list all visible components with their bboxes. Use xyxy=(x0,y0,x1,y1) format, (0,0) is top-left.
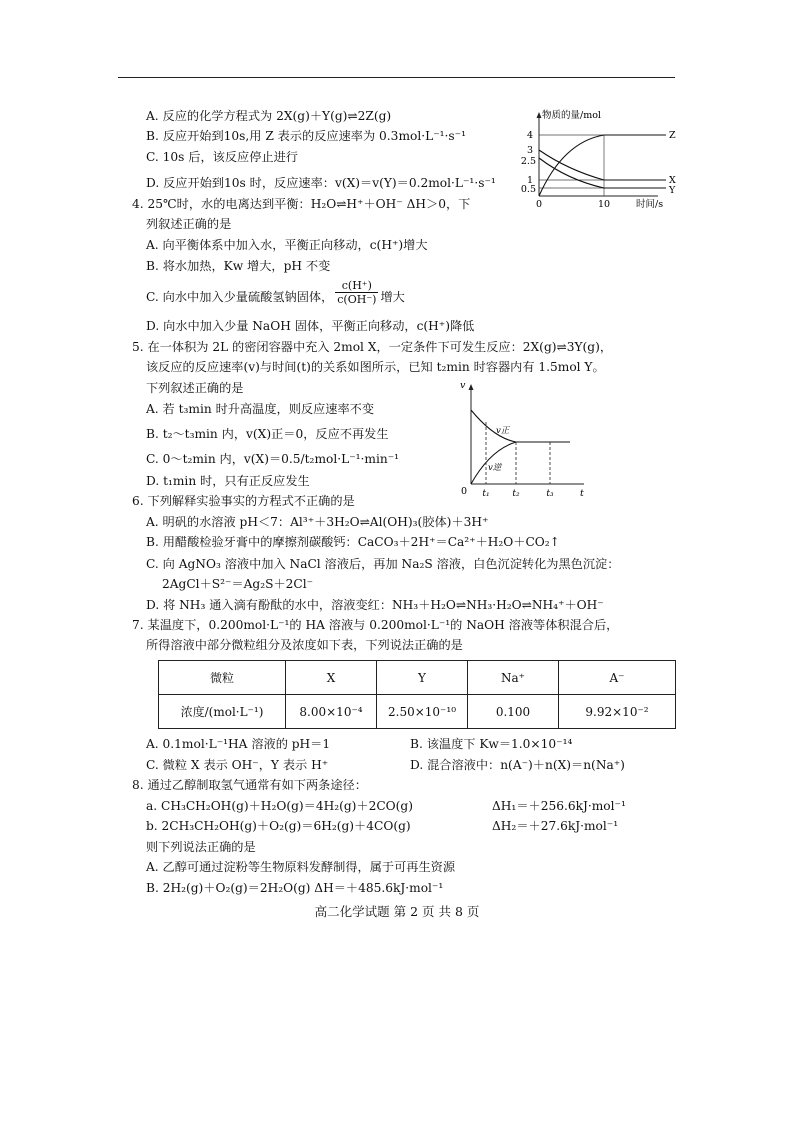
q4-stem-line2: 列叙述正确的是 xyxy=(146,217,232,231)
chart2-y-arrow xyxy=(469,384,474,390)
page-footer: 高二化学试题 第 2 页 共 8 页 xyxy=(314,904,480,919)
q3-option-a: A. 反应的化学方程式为 2X(g)＋Y(g)⇌2Z(g) xyxy=(146,109,392,123)
table-cell: 8.00×10⁻⁴ xyxy=(286,695,377,729)
table-header-cell: Y xyxy=(377,661,468,695)
chart2-xlabel: t xyxy=(580,488,584,499)
chart2-xtick-t2: t₂ xyxy=(512,489,520,499)
rate-time-chart xyxy=(452,378,600,500)
chart2-label-forward: v正 xyxy=(496,426,510,436)
table-header-cell: 微粒 xyxy=(159,661,286,695)
chart2-label-reverse: v逆 xyxy=(488,463,502,473)
q4-fraction-numerator: c(H⁺) xyxy=(335,279,378,293)
q4-option-c-text: C. 向水中加入少量硫酸氢钠固体， xyxy=(146,290,334,304)
q8-equation-a: a. CH₃CH₂OH(g)＋H₂O(g)＝4H₂(g)＋2CO(g) xyxy=(146,799,413,813)
header-rule xyxy=(118,77,675,78)
q6-option-b: B. 用醋酸检验牙膏中的摩擦剂碳酸钙：CaCO₃＋2H⁺＝Ca²⁺＋H₂O＋CO₂↑ xyxy=(146,535,560,549)
chart2-xtick-t1: t₁ xyxy=(482,489,490,499)
q7-option-c: C. 微粒 X 表示 OH⁻，Y 表示 H⁺ xyxy=(146,758,329,772)
table-header-cell: Na⁺ xyxy=(468,661,559,695)
q8-stem-line2: 则下列说法正确的是 xyxy=(146,840,256,854)
chart1-ytick-1: 1 xyxy=(526,175,533,186)
chart1-ytick-0-5: 0.5 xyxy=(520,184,536,195)
chart1-xtick-10: 10 xyxy=(597,199,611,210)
q5-stem-line2: 该反应的反应速率(v)与时间(t)的关系如图所示，已知 t₂min 时容器内有 1.5mol Y。 xyxy=(146,360,605,374)
q4-option-a: A. 向平衡体系中加入水，平衡正向移动，c(H⁺)增大 xyxy=(146,238,428,252)
table-cell: 0.100 xyxy=(468,695,559,729)
q4-fraction-denominator: c(OH⁻) xyxy=(337,293,377,306)
q6-option-c-line1: C. 向 AgNO₃ 溶液中加入 NaCl 溶液后，再加 Na₂S 溶液，白色沉淀转化为黑色沉淀： xyxy=(146,557,620,571)
q5-stem-line3: 下列叙述正确的是 xyxy=(146,381,244,395)
q6-option-d: D. 将 NH₃ 通入滴有酚酞的水中，溶液变红：NH₃＋H₂O⇌NH₃·H₂O⇌NH₄⁺＋OH⁻ xyxy=(146,598,604,612)
q8-enthalpy-a: ΔH₁＝＋256.6kJ·mol⁻¹ xyxy=(492,799,626,813)
q3-option-d: D. 反应开始到10s 时，反应速率：v(X)＝v(Y)＝0.2mol·L⁻¹·s⁻¹ xyxy=(146,176,496,190)
chart2-xtick-t3: t₃ xyxy=(546,489,554,499)
q4-option-d: D. 向水中加入少量 NaOH 固体，平衡正向移动，c(H⁺)降低 xyxy=(146,319,475,333)
q5-option-c: C. 0～t₂min 内，v(X)＝0.5/t₂mol·L⁻¹·min⁻¹ xyxy=(146,452,400,466)
table-cell: 9.92×10⁻² xyxy=(559,695,676,729)
q7-option-b: B. 该温度下 Kw＝1.0×10⁻¹⁴ xyxy=(410,737,573,751)
q4-option-c-fraction xyxy=(335,279,378,306)
chart1-label-x: X xyxy=(669,175,676,186)
table-cell: 浓度/(mol·L⁻¹) xyxy=(159,695,286,729)
q4-option-b: B. 将水加热，Kw 增大，pH 不变 xyxy=(146,259,331,273)
q6-option-a: A. 明矾的水溶液 pH＜7：Al³⁺＋3H₂O⇌Al(OH)₃(胶体)＋3H⁺ xyxy=(146,515,489,529)
chart1-ytick-3: 3 xyxy=(526,145,533,156)
q7-option-a: A. 0.1mol·L⁻¹HA 溶液的 pH＝1 xyxy=(146,737,331,751)
table-header-row xyxy=(159,661,676,695)
q5-stem-line1: 5. 在一体积为 2L 的密闭容器中充入 2mol X，一定条件下可发生反应：2X(g)⇌3Y(g)， xyxy=(132,340,613,354)
table-header-cell: X xyxy=(286,661,377,695)
chart1-label-y: Y xyxy=(669,185,676,196)
chart1-series-x xyxy=(539,150,666,180)
q6-stem: 6. 下列解释实验事实的方程式不正确的是 xyxy=(132,494,355,508)
chart1-xlabel: 时间/s xyxy=(636,199,664,210)
q5-option-b: B. t₂～t₃min 内，v(X)正＝0，反应不再发生 xyxy=(146,427,389,441)
table-header-cell: A⁻ xyxy=(559,661,676,695)
q5-option-a: A. 若 t₃min 时升高温度，则反应速率不变 xyxy=(146,402,375,416)
table-row xyxy=(159,695,676,729)
chart1-ylabel: 物质的量/mol xyxy=(542,110,601,121)
q3-option-b: B. 反应开始到10s,用 Z 表示的反应速率为 0.3mol·L⁻¹·s⁻¹ xyxy=(146,129,466,143)
concentration-table xyxy=(158,660,676,729)
q7-option-d: D. 混合溶液中：n(A⁻)＋n(X)＝n(Na⁺) xyxy=(410,758,625,772)
q3-option-c: C. 10s 后，该反应停止进行 xyxy=(146,150,298,164)
q4-option-c-tail: 增大 xyxy=(380,290,405,304)
chart1-origin: 0 xyxy=(535,199,543,210)
q7-stem-line2: 所得溶液中部分微粒组分及浓度如下表，下列说法正确的是 xyxy=(146,638,463,652)
chart1-label-z: Z xyxy=(669,130,676,141)
q4-option-c xyxy=(146,279,405,306)
chart2-origin: 0 xyxy=(460,486,468,497)
q4-stem-line1: 4. 25℃时，水的电离达到平衡：H₂O⇌H⁺＋OH⁻ ΔH＞0，下 xyxy=(132,197,471,211)
q5-option-d: D. t₁min 时，只有正反应发生 xyxy=(146,474,310,488)
table-cell: 2.50×10⁻¹⁰ xyxy=(377,695,468,729)
q8-option-b: B. 2H₂(g)＋O₂(g)＝2H₂O(g) ΔH＝＋485.6kJ·mol⁻¹ xyxy=(146,881,444,895)
q8-equation-b: b. 2CH₃CH₂OH(g)＋O₂(g)＝6H₂(g)＋4CO(g) xyxy=(146,819,411,833)
chart2-ylabel: v xyxy=(460,380,466,391)
q8-option-a: A. 乙醇可通过淀粉等生物原料发酵制得，属于可再生资源 xyxy=(146,860,456,874)
chart1-ytick-4: 4 xyxy=(526,130,533,141)
chart1-y-arrow xyxy=(537,112,542,118)
amount-time-chart xyxy=(518,104,690,214)
chart1-series-y xyxy=(539,158,666,188)
q8-stem: 8. 通过乙醇制取氢气通常有如下两条途径： xyxy=(132,778,367,792)
chart1-ytick-2-5: 2.5 xyxy=(520,156,536,167)
q6-option-c-line2: 2AgCl＋S²⁻＝Ag₂S＋2Cl⁻ xyxy=(162,577,314,591)
chart1-series-z xyxy=(539,135,666,196)
q8-enthalpy-b: ΔH₂＝＋27.6kJ·mol⁻¹ xyxy=(492,819,619,833)
q7-stem-line1: 7. 某温度下，0.200mol·L⁻¹的 HA 溶液与 0.200mol·L⁻¹的 NaOH 溶液等体积混合后， xyxy=(132,618,619,632)
